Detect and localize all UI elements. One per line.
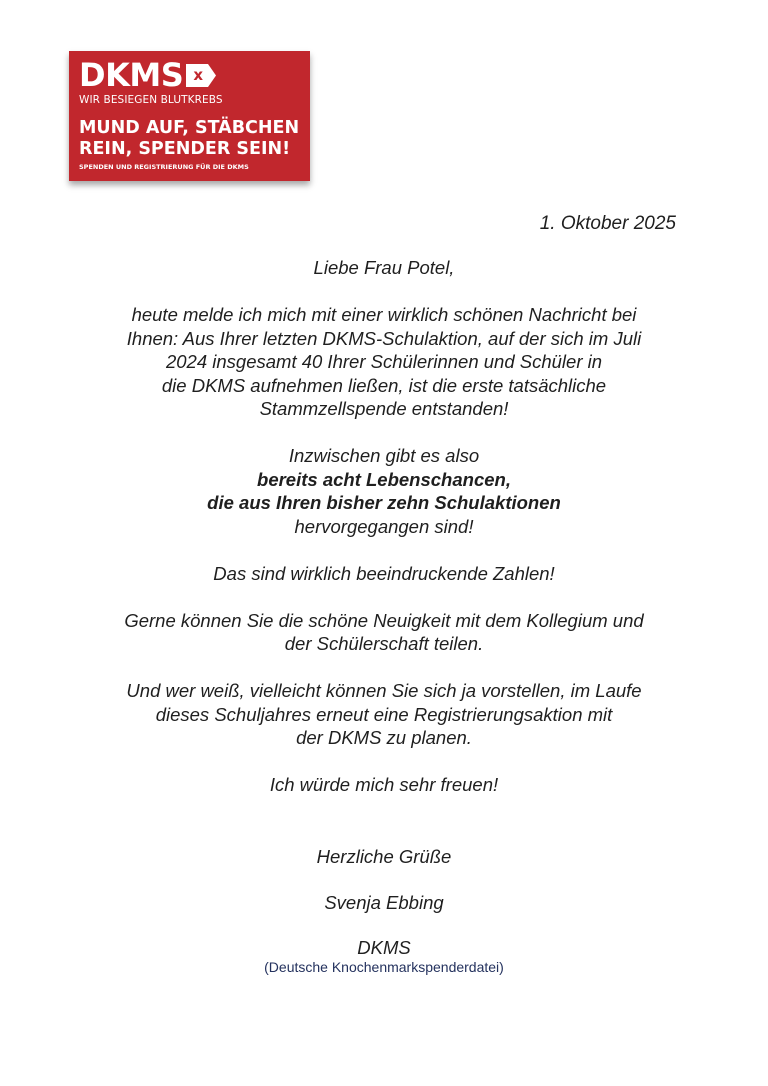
paragraph-chances-highlight: bereits acht Lebenschancen, (257, 468, 511, 490)
paragraph-news-line: 2024 insgesamt 40 Ihrer Schülerinnen und Schüler in (165, 351, 603, 372)
paragraph-news-line: Stammzellspende entstanden! (259, 398, 509, 419)
logo-brand-row (79, 57, 216, 93)
paragraph-chances-intro: Inzwischen gibt es also (288, 445, 480, 466)
letter-organization: DKMS (357, 936, 411, 958)
paragraph-plan (60, 679, 708, 750)
letter-date: 1. Oktober 2025 (539, 213, 676, 234)
logo-x-letter: x (193, 65, 204, 84)
paragraph-news (60, 303, 708, 421)
logo-tagline: WIR BESIEGEN BLUTKREBS (79, 94, 223, 106)
paragraph-share (60, 609, 708, 656)
dkms-logo (69, 51, 310, 181)
letter-body (60, 256, 708, 975)
logo-slogan-line1: MUND AUF, STÄBCHEN (79, 118, 300, 138)
paragraph-plan-line: Und wer weiß, vielleicht können Sie sich ja vorstellen, im Laufe (126, 680, 642, 701)
paragraph-happy: Ich würde mich sehr freuen! (269, 774, 499, 795)
paragraph-news-line: die DKMS aufnehmen ließen, ist die erste tatsächliche (161, 374, 607, 396)
logo-slogan (79, 118, 299, 160)
letter-closing: Herzliche Grüße (316, 845, 452, 867)
logo-x-icon (186, 64, 216, 87)
logo-brand: DKMS (79, 56, 184, 94)
paragraph-news-line: heute melde ich mich mit einer wirklich schönen Nachricht bei (131, 304, 637, 325)
letter-greeting: Liebe Frau Potel, (313, 257, 455, 278)
letter-organization-full: (Deutsche Knochenmarkspenderdatei) (264, 958, 504, 975)
paragraph-plan-line: der DKMS zu planen. (296, 727, 472, 748)
paragraph-chances-highlight: die aus Ihren bisher zehn Schulaktionen (207, 492, 561, 513)
paragraph-share-line: der Schülerschaft teilen. (284, 633, 484, 654)
logo-subline: SPENDEN UND REGISTRIERUNG FÜR DIE DKMS (79, 163, 249, 171)
letter-signer: Svenja Ebbing (324, 892, 444, 913)
paragraph-news-line: Ihnen: Aus Ihrer letzten DKMS-Schulaktion, auf der sich im Juli (126, 327, 642, 349)
paragraph-chances-outro: hervorgegangen sind! (294, 515, 474, 537)
logo-slogan-line2: REIN, SPENDER SEIN! (79, 139, 291, 159)
paragraph-plan-line: dieses Schuljahres erneut eine Registrierungsaktion mit (155, 703, 613, 725)
paragraph-share-line: Gerne können Sie die schöne Neuigkeit mit dem Kollegium und (124, 609, 644, 631)
paragraph-chances (60, 444, 708, 538)
paragraph-impressive: Das sind wirklich beeindruckende Zahlen! (213, 562, 555, 584)
